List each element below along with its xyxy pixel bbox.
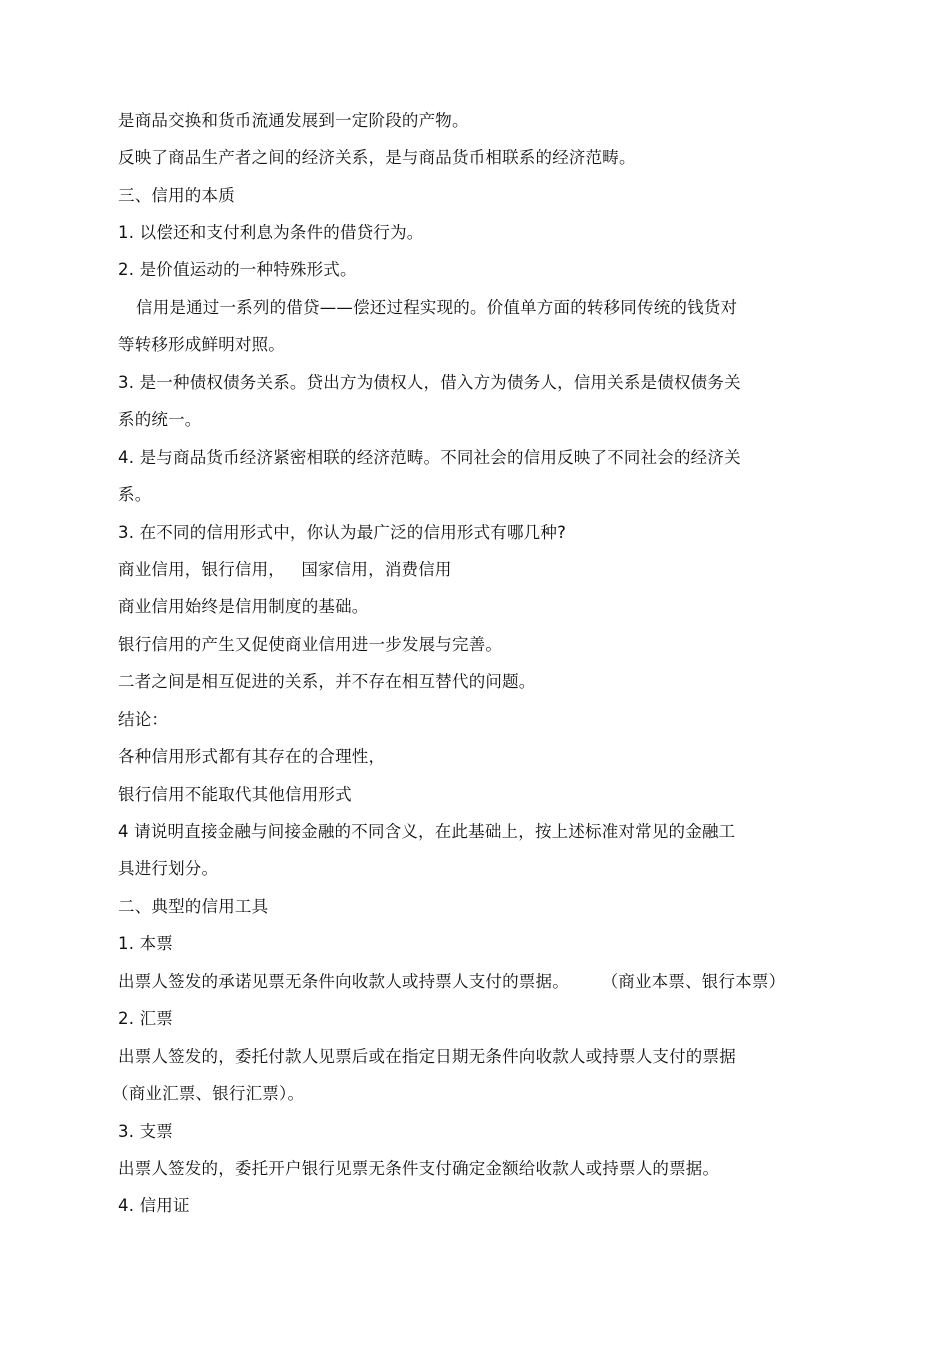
- text-line: 出票人签发的，委托付款人见票后或在指定日期无条件向收款人或持票人支付的票据: [118, 1047, 736, 1066]
- text-line: 信用是通过一系列的借贷——偿还过程实现的。价值单方面的转移同传统的钱货对: [136, 298, 738, 317]
- text-line: 是商品交换和货币流通发展到一定阶段的产物。: [118, 111, 469, 130]
- text-line: 1. 本票: [118, 934, 173, 953]
- text-line: 具进行划分。: [118, 859, 219, 878]
- section-heading: 二、典型的信用工具: [118, 897, 269, 916]
- text-line: 4. 是与商品货币经济紧密相联的经济范畴。不同社会的信用反映了不同社会的经济关: [118, 448, 741, 467]
- text-line: 1. 以偿还和支付利息为条件的借贷行为。: [118, 223, 424, 242]
- text-line: 4. 信用证: [118, 1196, 190, 1215]
- text-line: 各种信用形式都有其存在的合理性，: [118, 747, 386, 766]
- question-line: 3. 在不同的信用形式中，你认为最广泛的信用形式有哪几种?: [118, 523, 567, 542]
- text-line: 2. 汇票: [118, 1009, 173, 1028]
- text-line: 3. 是一种债权债务关系。贷出方为债权人，借入方为债务人，信用关系是债权债务关: [118, 373, 741, 392]
- text-line: 结论：: [118, 710, 169, 729]
- text-line: 2. 是价值运动的一种特殊形式。: [118, 260, 357, 279]
- text-line: 系。: [118, 485, 152, 504]
- text-line: 系的统一。: [118, 410, 202, 429]
- section-heading: 三、信用的本质: [118, 186, 235, 205]
- text-line: 等转移形成鲜明对照。: [118, 335, 285, 354]
- text-line: 商业信用始终是信用制度的基础。: [118, 597, 369, 616]
- text-line: 出票人签发的承诺见票无条件向收款人或持票人支付的票据。 （商业本票、银行本票）: [118, 972, 786, 991]
- text-line: （商业汇票、银行汇票）。: [112, 1084, 305, 1103]
- question-line: 4 请说明直接金融与间接金融的不同含义，在此基础上，按上述标准对常见的金融工: [118, 822, 736, 841]
- text-line: 3. 支票: [118, 1122, 173, 1141]
- text-line: 商业信用，银行信用， 国家信用，消费信用: [118, 560, 452, 579]
- text-line: 出票人签发的，委托开户银行见票无条件支付确定金额给收款人或持票人的票据。: [118, 1159, 720, 1178]
- text-line: 银行信用不能取代其他信用形式: [118, 785, 352, 804]
- text-line: 反映了商品生产者之间的经济关系，是与商品货币相联系的经济范畴。: [118, 148, 636, 167]
- text-line: 银行信用的产生又促使商业信用进一步发展与完善。: [118, 635, 503, 654]
- text-line: 二者之间是相互促进的关系，并不存在相互替代的问题。: [118, 672, 536, 691]
